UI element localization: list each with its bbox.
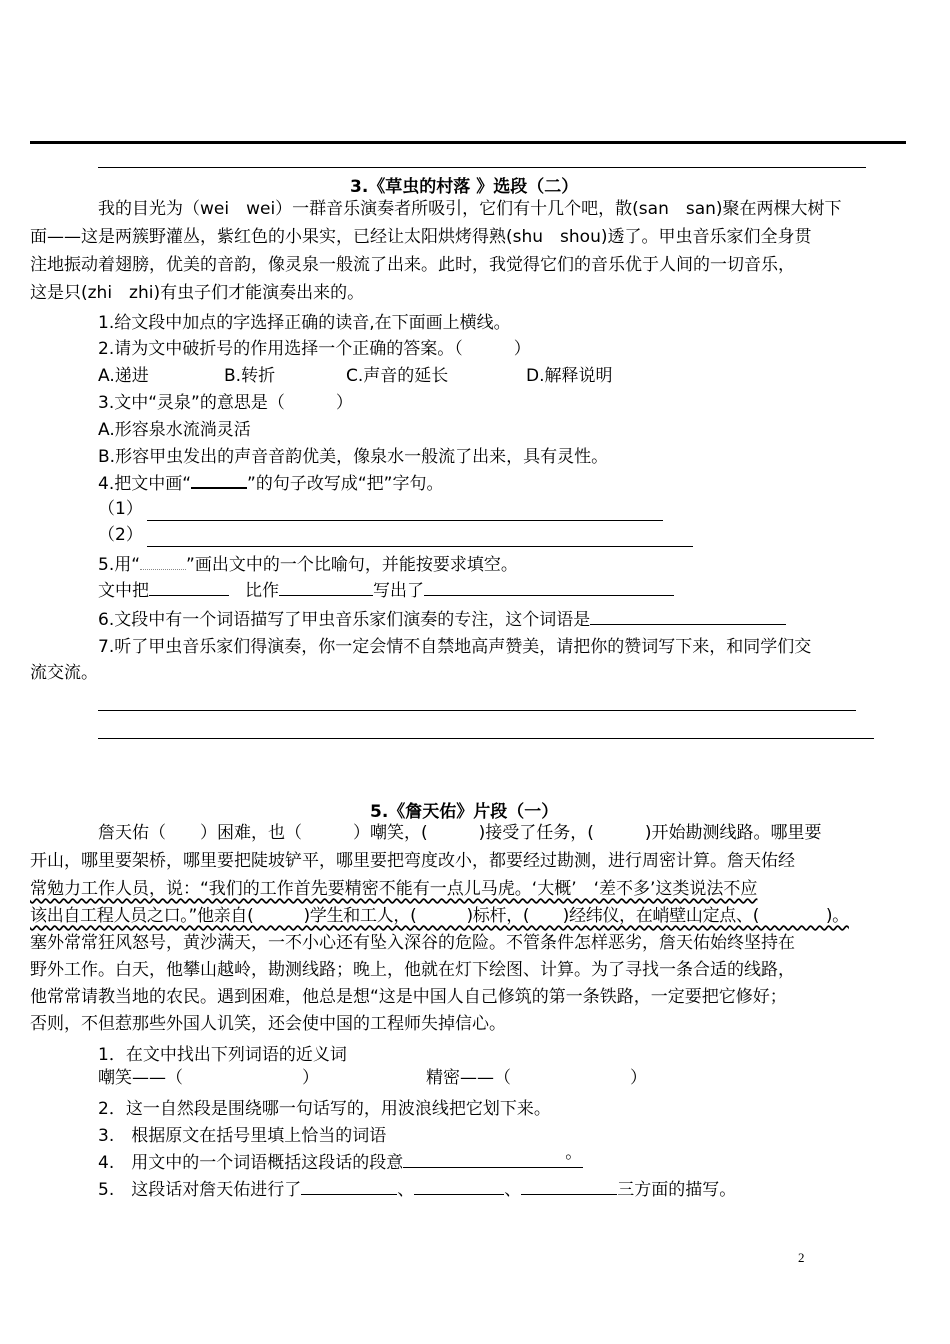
s3-q4-underline-sample bbox=[191, 471, 247, 489]
section3-para-line3: 注地振动着翅膀，优美的音韵，像灵泉一般流了出来。此时，我觉得它们的音乐优于人间的一切音乐， bbox=[30, 255, 795, 275]
s3-question-6: 6.文段中有一个词语描写了甲虫音乐家们演奏的专注，这个词语是 bbox=[98, 606, 786, 634]
section3-para-line2: 面——这是两簇野灌丛，紫红色的小果实，已经让太阳烘烤得熟(shu shou)透了。甲虫音乐家们全身贯 bbox=[30, 227, 812, 247]
header-thick-rule bbox=[30, 141, 906, 144]
s3-question-1: 1.给文段中加点的字选择正确的读音,在下面画上横线。 bbox=[98, 313, 511, 333]
s3-question-5 bbox=[98, 551, 518, 579]
s3-question-4 bbox=[98, 470, 443, 498]
s3-q5-prefix: 5.用“ bbox=[98, 555, 141, 575]
s5-q1-item-a: 嘲笑——（ ） bbox=[98, 1068, 319, 1088]
s5-para-line6: 野外工作。白天，他攀山越岭，勘测线路；晚上，他就在灯下绘图、计算。为了寻找一条合适的线路， bbox=[30, 960, 795, 980]
s5-para-line8: 否则，不但惹那些外国人讥笑，还会使中国的工程师失掉信心。 bbox=[30, 1014, 506, 1034]
s3-q2-option-a: A.递进 bbox=[98, 366, 149, 386]
s5-q5-blank-2[interactable] bbox=[414, 1178, 504, 1195]
s3-q5-fill-2: 比作 bbox=[245, 581, 279, 601]
s3-question-7-line2: 流交流。 bbox=[30, 663, 98, 683]
s3-q4-prefix: 4.把文中画“ bbox=[98, 474, 192, 494]
s5-para-line3: 常勉力工作人员，说：“我们的工作首先要精密不能有一点儿马虎。‘大概’ ‘差不多’这类说法不应 bbox=[30, 879, 758, 899]
s5-q5-prefix: 5. 这段话对詹天佑进行了 bbox=[98, 1180, 302, 1200]
s5-q1-item-b: 精密——（ ） bbox=[426, 1068, 647, 1088]
s5-para-line5: 塞外常常狂风怒号，黄沙满天，一不小心还有坠入深谷的危险。不管条件怎样恶劣，詹天佑始终坚持在 bbox=[30, 933, 795, 953]
s3-q7-answer-line-1[interactable] bbox=[98, 710, 856, 711]
s3-q4-answer-2-label: （2） bbox=[98, 525, 143, 545]
s3-q7-answer-line-2[interactable] bbox=[98, 738, 874, 739]
s3-q5-suffix: ”画出文中的一个比喻句，并能按要求填空。 bbox=[186, 555, 518, 575]
s3-q4-suffix: ”的句子改写成“把”字句。 bbox=[247, 474, 444, 494]
s3-q3-option-a: A.形容泉水流淌灵活 bbox=[98, 420, 251, 440]
s3-q2-option-b: B.转折 bbox=[224, 366, 276, 386]
s3-q5-blank bbox=[140, 553, 186, 570]
s3-question-2: 2.请为文中破折号的作用选择一个正确的答案。（ ） bbox=[98, 339, 531, 359]
s3-q4-answer-1-line[interactable] bbox=[147, 520, 663, 521]
s5-para-line4: 该出自工程人员之口。”他亲自( )学生和工人，( )标杆，( )经纬仪，在峭壁山定点、( )。 bbox=[30, 906, 849, 926]
s3-question-3: 3.文中“灵泉”的意思是（ ） bbox=[98, 393, 353, 413]
s3-q2-option-c: C.声音的延长 bbox=[346, 366, 449, 386]
s3-q5-fill-1: 文中把 bbox=[98, 581, 149, 601]
s3-q5-blank-2[interactable] bbox=[279, 579, 373, 596]
s3-q4-answer-2-line[interactable] bbox=[147, 546, 693, 547]
section3-para-line4: 这是只(zhi zhi)有虫子们才能演奏出来的。 bbox=[30, 283, 365, 303]
section5-title: 5.《詹天佑》片段（一） bbox=[370, 802, 559, 822]
s3-q5-blank-3[interactable] bbox=[424, 579, 674, 596]
s3-q2-option-d: D.解释说明 bbox=[526, 366, 613, 386]
s3-q5-fill-3: 写出了 bbox=[373, 581, 424, 601]
s5-question-2: 2．这一自然段是围绕哪一句话写的，用波浪线把它划下来。 bbox=[98, 1099, 551, 1119]
s3-q4-answer-1-label: （1） bbox=[98, 499, 143, 519]
s3-q3-option-b: B.形容甲虫发出的声音音韵优美，像泉水一般流了出来，具有灵性。 bbox=[98, 447, 609, 467]
s3-q5-blank-1[interactable] bbox=[149, 579, 229, 596]
s5-para-line2: 开山，哪里要架桥，哪里要把陡坡铲平，哪里要把弯度改小，都要经过勘测，进行周密计算。詹天佑经 bbox=[30, 851, 795, 871]
s5-para-line1: 詹天佑（ ）困难，也（ ）嘲笑，( )接受了任务，( )开始勘测线路。哪里要 bbox=[98, 823, 822, 843]
s5-question-5: 5. 这段话对詹天佑进行了 、 、 三方面的描写。 bbox=[98, 1180, 737, 1200]
s5-para-line7: 他常常请教当地的农民。遇到困难，他总是想“这是中国人自己修筑的第一条铁路，一定要把它修好； bbox=[30, 987, 787, 1007]
s5-q5-blank-1[interactable] bbox=[301, 1178, 397, 1195]
s3-q6-blank[interactable] bbox=[590, 608, 786, 625]
s5-question-4: 4. 用文中的一个词语概括这段话的段意 。 bbox=[98, 1143, 583, 1173]
s5-question-1: 1．在文中找出下列词语的近义词 bbox=[98, 1045, 347, 1065]
section3-title: 3.《草虫的村落 》选段（二） bbox=[350, 177, 579, 197]
s5-q5-blank-3[interactable] bbox=[521, 1178, 617, 1195]
page-number: 2 bbox=[798, 1250, 805, 1265]
s5-q4-blank[interactable]: 。 bbox=[403, 1151, 583, 1168]
s5-q5-suffix: 三方面的描写。 bbox=[617, 1180, 737, 1200]
section3-para-line1: 我的目光为（wei wei）一群音乐演奏者所吸引，它们有十几个吧，散(san san)聚在两棵大树下 bbox=[98, 199, 842, 219]
s5-question-3: 3. 根据原文在括号里填上恰当的词语 bbox=[98, 1126, 387, 1146]
header-thin-rule bbox=[98, 167, 866, 168]
s3-q5-fill-line bbox=[98, 577, 674, 605]
s3-question-7-line1: 7.听了甲虫音乐家们得演奏，你一定会情不自禁地高声赞美，请把你的赞词写下来，和同学们交 bbox=[98, 637, 812, 657]
